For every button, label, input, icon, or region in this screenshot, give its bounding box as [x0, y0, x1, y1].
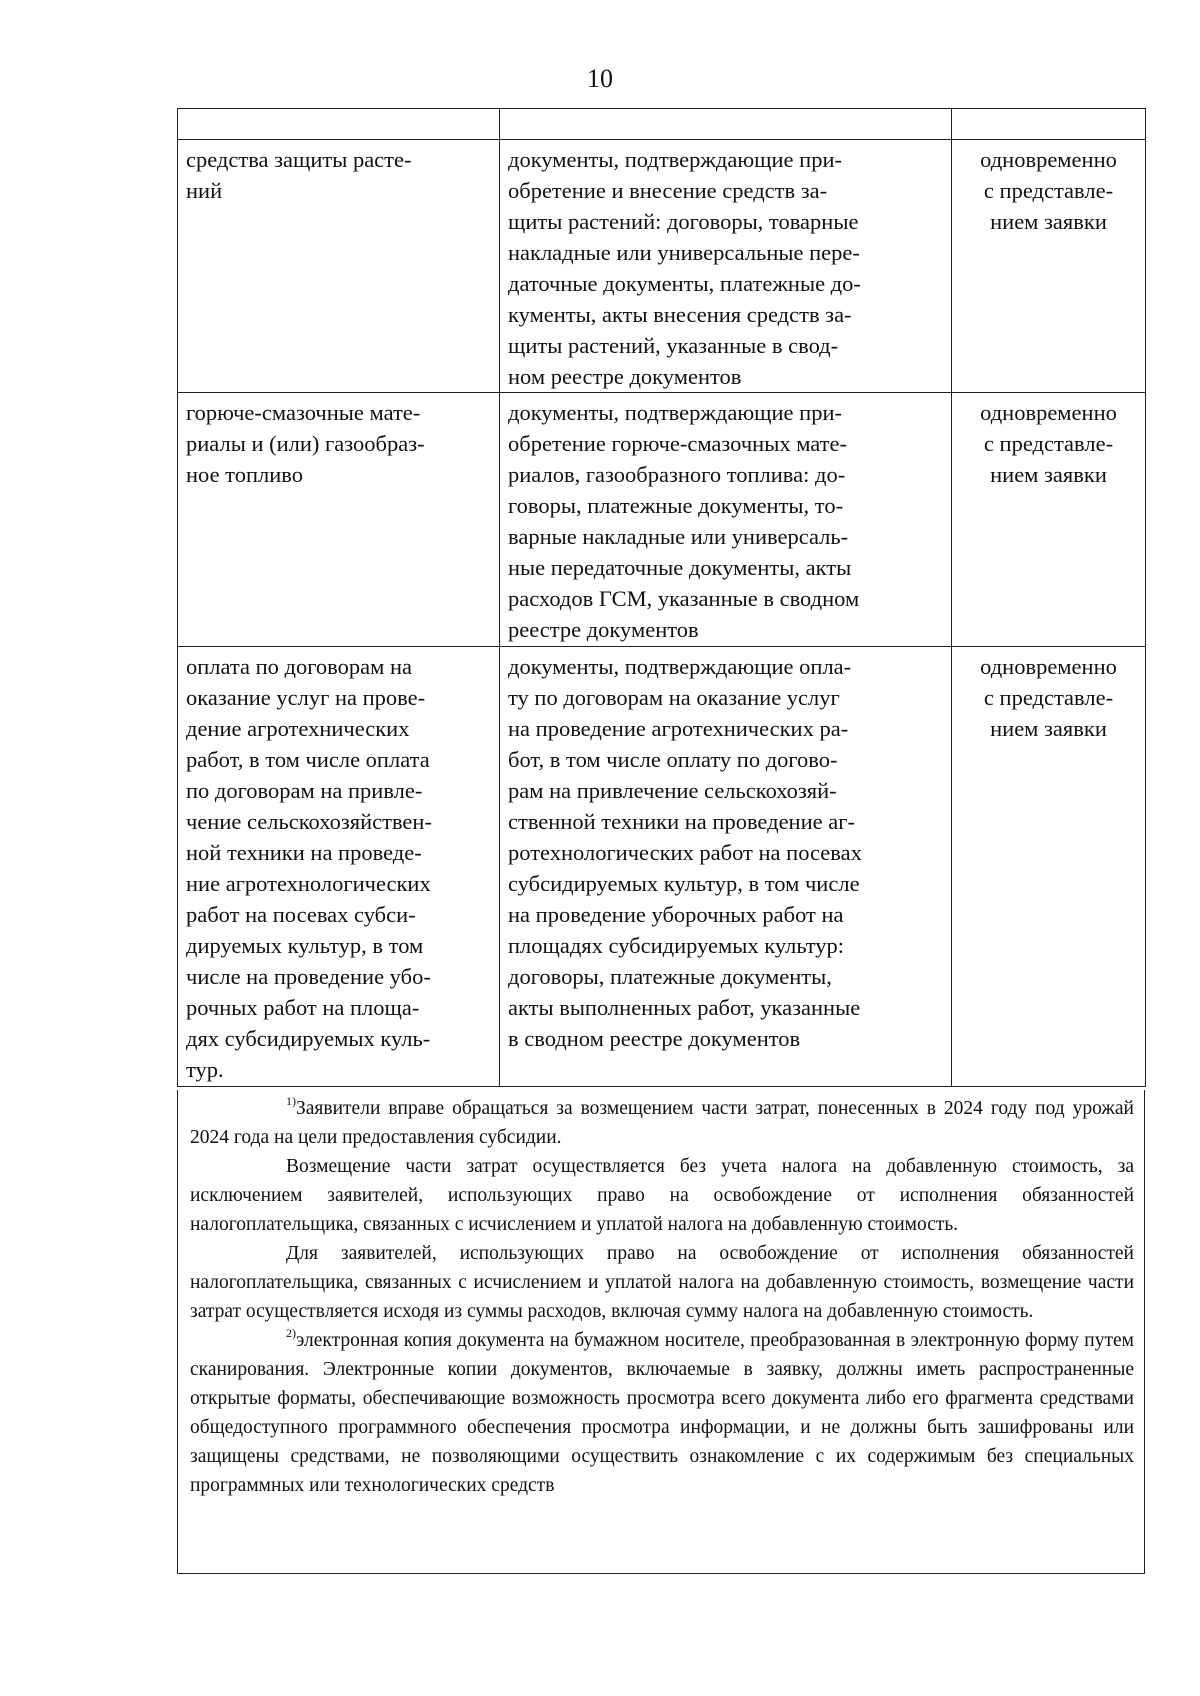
vat-paragraph-2: Для заявителей, использующих право на освобождение от исполнения обязанностей налогоплательщика, связанных с исчислением и уплатой налога на добавленную стоимость, возмещение части затрат осуществляется исходя из суммы расходов, включая сумму налога на добавленную стоимость. [190, 1243, 1134, 1322]
footnote-1-marker: 1) [286, 1094, 296, 1108]
footnote-2-text: электронная копия документа на бумажном носителе, преобразованная в электронную форму путем сканирования. Электронные копии документов, включаемые в заявку, должны иметь распространенные открытые форматы, обеспечивающие возможность просмотра всего документа либо его фрагмента средствами общедоступного программного обеспечения просмотра информации, и не должны быть зашифрованы или защищены средствами, не позволяющими осуществить ознакомление с их содержимым без специальных программных или технологических средств [190, 1330, 1134, 1496]
expense-type-text: средства защиты расте- ний [186, 147, 412, 203]
expense-type-cell [178, 140, 500, 393]
documents-text: документы, подтверждающие при- обретение горюче-смазочных мате- риалов, газообразного топлива: до- говоры, платежные документы, то- варные накладные или универсаль- ные передаточные документы, акты расходов ГСМ, указанные в сводном реестре документов [508, 400, 860, 642]
term-cell [952, 140, 1146, 393]
footnote-2-marker: 2) [286, 1326, 296, 1340]
term-cell [952, 393, 1146, 647]
documents-cell [500, 140, 952, 393]
page-number: 10 [587, 64, 613, 93]
table-row [178, 647, 1146, 1087]
table-row [178, 393, 1146, 647]
documents-cell [500, 647, 952, 1087]
expense-type-text: горюче-смазочные мате- риалы и (или) газообраз- ное топливо [186, 400, 425, 487]
term-text: одновременно с представле- нием заявки [980, 654, 1117, 741]
footnote-2 [190, 1326, 1134, 1500]
term-cell [952, 647, 1146, 1087]
footnotes-block [177, 1090, 1145, 1574]
table-row [178, 140, 1146, 393]
documents-cell [500, 393, 952, 647]
term-text: одновременно с представле- нием заявки [980, 147, 1117, 234]
header-cell [952, 109, 1146, 140]
footnote-1 [190, 1094, 1134, 1152]
expense-type-cell [178, 647, 500, 1087]
header-cell [500, 109, 952, 140]
documents-text: документы, подтверждающие опла- ту по договорам на оказание услуг на проведение агротехнических ра- бот, в том числе оплату по догово- рам на привлечение сельскохозяй- ственной техники на проведение аг- ротехнологических работ на посевах субсидируемых культур, в том числе на проведение уборочных работ на площадях субсидируемых культур: договоры, платежные документы, акты выполненных работ, указанные в сводном реестре документов [508, 654, 862, 1051]
documents-table [177, 108, 1146, 1087]
expense-type-text: оплата по договорам на оказание услуг на прове- дение агротехнических работ, в том числе оплата по договорам на привле- чение сельскохозяйствен- ной техники на проведе- ние агротехнологических работ на посевах субси- дируемых культур, в том числе на проведение убо- рочных работ на площа- дях субсидируемых куль- тур. [186, 654, 432, 1082]
expense-type-cell [178, 393, 500, 647]
vat-paragraph-1: Возмещение части затрат осуществляется без учета налога на добавленную стоимость, за исключением заявителей, использующих право на освобождение от исполнения обязанностей налогоплательщика, связанных с исчислением и уплатой налога на добавленную стоимость. [190, 1156, 1134, 1235]
header-cell [178, 109, 500, 140]
table-continuation-header-row [178, 109, 1146, 140]
footnote-1-text: Заявители вправе обращаться за возмещением части затрат, понесенных в 2024 году под урожай 2024 года на цели предоставления субсидии. [190, 1098, 1134, 1148]
term-text: одновременно с представле- нием заявки [980, 400, 1117, 487]
documents-text: документы, подтверждающие при- обретение и внесение средств за- щиты растений: договоры, товарные накладные или универсальные пере- даточные документы, платежные до- кументы, акты внесения средств за- щиты растений, указанные в свод- ном реестре документов [508, 147, 861, 389]
